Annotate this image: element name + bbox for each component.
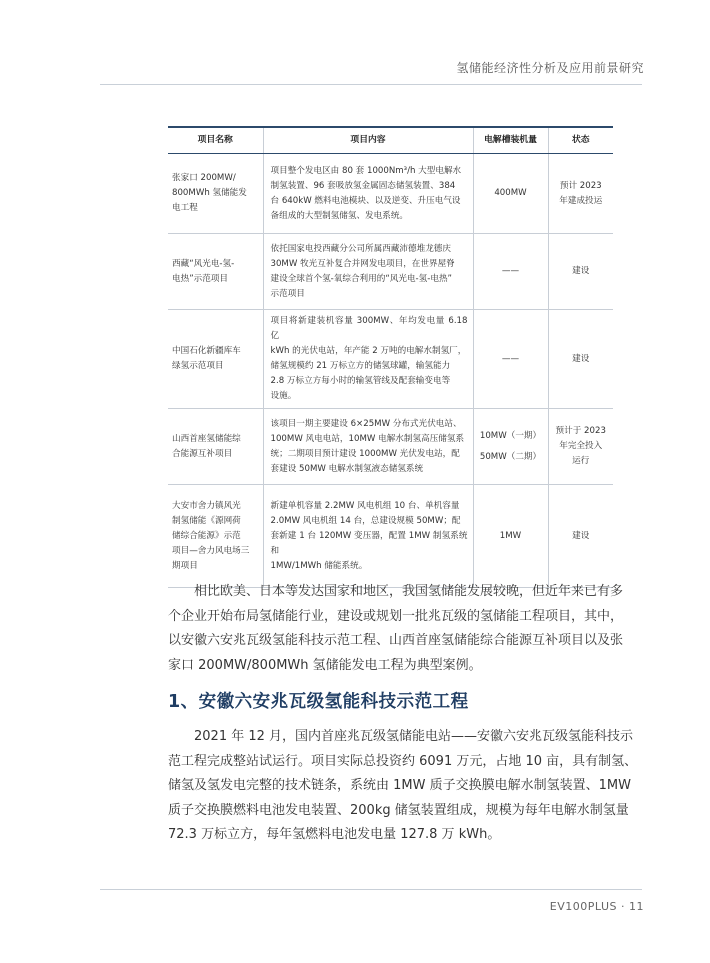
paragraph-line: 相比欧美、日本等发达国家和地区，我国氢储能发展较晚，但近年来已有多 bbox=[194, 584, 624, 599]
cell-line: 50MW（二期） bbox=[479, 451, 542, 462]
cell-line: 电工程 bbox=[172, 203, 198, 213]
body-paragraph-intro bbox=[168, 580, 624, 678]
project-content-cell bbox=[263, 234, 473, 310]
cell-line: 套新建 1 台 120MW 变压器，配置 1MW 制氢系统和 bbox=[270, 530, 468, 556]
status-cell bbox=[548, 485, 613, 588]
cell-line: 期项目 bbox=[172, 560, 198, 571]
cell-line: 100MW 风电电站，10MW 电解水制氢高压储氢系 bbox=[270, 433, 465, 444]
project-content-cell bbox=[263, 154, 473, 234]
table-header-row bbox=[168, 127, 613, 154]
cell-line: kWh 的光伏电站，年产能 2 万吨的电解水制氢厂， bbox=[270, 346, 467, 356]
cell-line: 储氢规模约 21 万标立方的储氢球罐，输氢能力 bbox=[270, 361, 451, 371]
cell-line: 套建设 50MW 电解水制氢液态储氢系统 bbox=[270, 463, 424, 474]
project-name-cell bbox=[168, 154, 263, 234]
cell-line: 1MW bbox=[499, 530, 522, 541]
cell-line: 项目将新建装机容量 300MW、年均发电量 6.18 亿 bbox=[270, 316, 468, 341]
status-cell bbox=[548, 154, 613, 234]
table-header-cell: 项目名称 bbox=[168, 127, 263, 154]
cell-line: 中国石化新疆库车 bbox=[172, 346, 241, 356]
cell-line: —— bbox=[501, 266, 520, 276]
cell-line: 绿氢示范项目 bbox=[172, 361, 224, 371]
footer-divider bbox=[100, 889, 642, 890]
project-name-cell bbox=[168, 485, 263, 588]
cell-line: 项目整个发电区由 80 套 1000Nm³/h 大型电解水 bbox=[270, 165, 462, 176]
table-header-cell: 状态 bbox=[548, 127, 613, 154]
cell-line: 张家口 200MW/ bbox=[172, 173, 236, 183]
paragraph-line: 个企业开始布局氢储能行业，建设或规划一批兆瓦级的氢储能工程项目，其中， bbox=[168, 608, 624, 624]
project-table bbox=[168, 126, 613, 588]
table-row bbox=[168, 310, 613, 409]
cell-line: 运行 bbox=[572, 456, 590, 466]
capacity-cell bbox=[473, 409, 548, 485]
cell-line: 备组成的大型制氢储氢、发电系统。 bbox=[270, 210, 409, 221]
body-paragraph-case bbox=[168, 725, 638, 848]
cell-line: 建设全球首个氢-氧综合利用的“风光电-氢-电热” bbox=[270, 273, 452, 284]
cell-line: 大安市舍力镇风光 bbox=[172, 500, 241, 511]
cell-line: 2.8 万标立方每小时的输氢管线及配套输变电等 bbox=[270, 376, 451, 386]
paragraph-line: 质子交换膜燃料电池发电装置、200kg 储氢装置组成，规模为每年电解水制氢量 bbox=[168, 802, 629, 818]
capacity-cell bbox=[473, 310, 548, 409]
cell-line: 台 640kW 燃料电池模块、以及逆变、升压电气设 bbox=[270, 195, 461, 206]
cell-line: 依托国家电投西藏分公司所属西藏沛德堆龙德庆 bbox=[270, 243, 451, 254]
cell-line: 项目—舍力风电场三 bbox=[172, 545, 250, 556]
cell-line: 山西首座氢储能综 bbox=[172, 433, 241, 444]
cell-line: 2.0MW 风电机组 14 台，总建设规模 50MW；配 bbox=[270, 515, 461, 526]
section-heading: 1、安徽六安兆瓦级氢能科技示范工程 bbox=[168, 692, 469, 712]
status-cell bbox=[548, 409, 613, 485]
paragraph-line: 72.3 万标立方，每年氢燃料电池发电量 127.8 万 kWh。 bbox=[168, 827, 501, 842]
project-name-cell bbox=[168, 409, 263, 485]
status-cell bbox=[548, 310, 613, 409]
table-row bbox=[168, 234, 613, 310]
paragraph-line: 2021 年 12 月，国内首座兆瓦级氢储能电站——安徽六安兆瓦级氢能科技示 bbox=[194, 729, 634, 744]
paragraph-line: 储氢及氢发电完整的技术链条，系统由 1MW 质子交换膜电解水制氢装置、1MW bbox=[168, 778, 631, 793]
cell-line: 制氢储能《源网荷 bbox=[172, 515, 241, 526]
table-row bbox=[168, 485, 613, 588]
cell-line: 年建成投运 bbox=[559, 195, 603, 206]
header-divider bbox=[100, 84, 642, 85]
paragraph-line: 范工程完成整站试运行。项目实际总投资约 6091 万元，占地 10 亩，具有制氢、 bbox=[168, 753, 638, 769]
cell-line: 统；二期项目预计建设 1000MW 光伏发电站，配 bbox=[270, 448, 460, 459]
project-name-cell bbox=[168, 234, 263, 310]
project-content-cell bbox=[263, 485, 473, 588]
cell-line: 年完全投入 bbox=[559, 441, 603, 451]
cell-line: 400MW bbox=[494, 188, 527, 198]
cell-line: 合能源互补项目 bbox=[172, 448, 233, 459]
paragraph-line: 以安徽六安兆瓦级氢能科技示范工程、山西首座氢储能综合能源互补项目以及张 bbox=[168, 633, 624, 648]
cell-line: 电热”示范项目 bbox=[172, 273, 229, 284]
paragraph-line: 家口 200MW/800MWh 氢储能发电工程为典型案例。 bbox=[168, 657, 482, 673]
cell-line: 该项目一期主要建设 6×25MW 分布式光伏电站、 bbox=[270, 418, 462, 429]
table-header-cell: 电解槽装机量 bbox=[473, 127, 548, 154]
cell-line: 10MW（一期） bbox=[479, 430, 542, 441]
project-content-cell bbox=[263, 409, 473, 485]
cell-line: 800MWh 氢储能发 bbox=[172, 188, 247, 198]
status-cell bbox=[548, 234, 613, 310]
table-row bbox=[168, 154, 613, 234]
cell-line: 预计 2023 bbox=[559, 180, 602, 191]
cell-line: 建设 bbox=[572, 353, 590, 364]
table-row bbox=[168, 409, 613, 485]
capacity-cell bbox=[473, 485, 548, 588]
cell-line: —— bbox=[501, 353, 520, 364]
page-header-title: 氢储能经济性分析及应用前景研究 bbox=[456, 61, 644, 75]
cell-line: 制氢装置、96 套吸放氢金属固态储氢装置、384 bbox=[270, 180, 456, 191]
page-footer: EV100PLUS · 11 bbox=[549, 900, 644, 913]
cell-line: 设施。 bbox=[270, 391, 297, 401]
cell-line: 储综合能源》示范 bbox=[172, 530, 241, 541]
cell-line: 示范项目 bbox=[270, 288, 305, 299]
capacity-cell bbox=[473, 234, 548, 310]
cell-line: 建设 bbox=[572, 266, 590, 276]
project-content-cell bbox=[263, 310, 473, 409]
cell-line: 1MW/1MWh 储能系统。 bbox=[270, 560, 368, 571]
cell-line: 西藏“风光电-氢- bbox=[172, 258, 235, 269]
cell-line: 新建单机容量 2.2MW 风电机组 10 台、单机容量 bbox=[270, 500, 460, 511]
cell-line: 30MW 牧光互补复合并网发电项目，在世界屋脊 bbox=[270, 258, 455, 269]
capacity-cell bbox=[473, 154, 548, 234]
project-name-cell bbox=[168, 310, 263, 409]
cell-line: 建设 bbox=[572, 530, 590, 541]
cell-line: 预计于 2023 bbox=[555, 426, 606, 436]
table-header-cell: 项目内容 bbox=[263, 127, 473, 154]
